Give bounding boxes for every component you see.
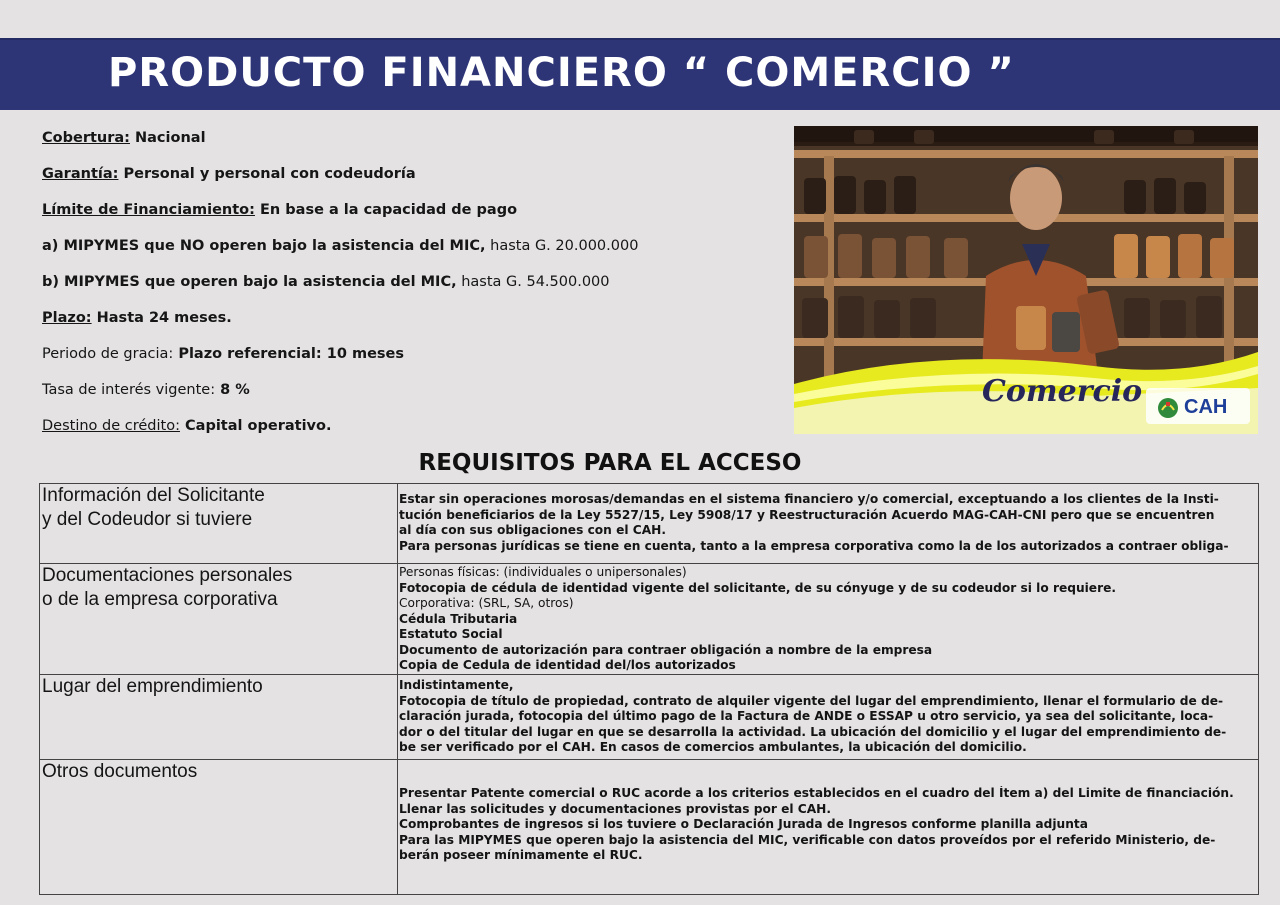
row-text: Indistintamente, Fotocopia de título de propiedad, contrato de alquiler vigente del lugar del emprendimiento, llenar el formulario de de- claración jurada, fotocopia del último pago de la Factura de ANDE o ESSAP u otro servicio, ya sea del solicitante, loca- dor o del titular del lugar en que se desarrolla la actividad. La ubicación del domicilio y el lugar del emprendimiento de- be ser verificado por el CAH. En casos de comercios ambulantes, la ubicación del domicilio.: [398, 675, 1259, 760]
table-row: [40, 675, 1259, 760]
cah-logo: CAH: [1184, 396, 1228, 418]
info-limit-a: a) MIPYMES que NO operen bajo la asistencia del MIC, hasta G. 20.000.000: [42, 238, 639, 254]
table-row: [40, 564, 1259, 675]
requirements-title: REQUISITOS PARA EL ACCESO: [418, 450, 802, 476]
info-coverage: Cobertura: Nacional: [42, 130, 206, 146]
info-credit-destination: Destino de crédito: Capital operativo.: [42, 418, 332, 434]
requirements-table: [39, 483, 1259, 895]
table-row: [40, 760, 1259, 895]
table-row: [40, 484, 1259, 564]
info-interest-rate: Tasa de interés vigente: 8 %: [42, 382, 250, 398]
info-financing-limit: Límite de Financiamiento: En base a la capacidad de pago: [42, 202, 518, 218]
info-term: Plazo: Hasta 24 meses.: [42, 310, 232, 326]
page-title: PRODUCTO FINANCIERO “ COMERCIO ”: [108, 50, 1015, 96]
row-text: Presentar Patente comercial o RUC acorde a los criterios establecidos en el cuadro del Ítem a) del Limite de financiación. Llenar las solicitudes y documentaciones provistas por el CAH. Comprobantes de ingresos si los tuviere o Declaración Jurada de Ingresos conforme planilla adjunta Para las MIPYMES que operen bajo la asistencia del MIC, verificable con datos proveídos por el referido Ministerio, de- berán poseer mínimamente el RUC.: [398, 760, 1259, 895]
row-text: Personas físicas: (individuales o unipersonales) Fotocopia de cédula de identidad vigente del solicitante, de su cónyuge y de su codeudor si lo requiere. Corporativa: (SRL, SA, otros) Cédula Tributaria Estatuto Social Documento de autorización para contraer obligación a nombre de la empresa Copia de Cedula de identidad del/los autorizados: [398, 564, 1259, 675]
title-banner: [0, 38, 1280, 110]
info-grace-period: Periodo de gracia: Plazo referencial: 10 meses: [42, 346, 405, 362]
shop-photo: [794, 126, 1258, 434]
info-guarantee: Garantía: Personal y personal con codeudoría: [42, 166, 416, 182]
row-label: Lugar del emprendimiento: [40, 675, 398, 760]
row-label: Información del Solicitante y del Codeudor si tuviere: [40, 484, 398, 564]
cah-emblem-icon: [1156, 396, 1180, 420]
row-text: Estar sin operaciones morosas/demandas en el sistema financiero y/o comercial, exceptuando a los clientes de la Insti- tución beneficiarios de la Ley 5527/15, Ley 5908/17 y Reestructuración Acuerdo MAG-CAH-CNI pero que se encuentren al día con sus obligaciones con el CAH. Para personas jurídicas se tiene en cuenta, tanto a la empresa corporativa como la de los autorizados a contraer obliga-: [398, 484, 1259, 564]
info-limit-b: b) MIPYMES que operen bajo la asistencia del MIC, hasta G. 54.500.000: [42, 274, 610, 290]
row-label: Documentaciones personales o de la empresa corporativa: [40, 564, 398, 675]
comercio-caption: Comercio: [982, 374, 1143, 409]
row-label: Otros documentos: [40, 760, 398, 895]
